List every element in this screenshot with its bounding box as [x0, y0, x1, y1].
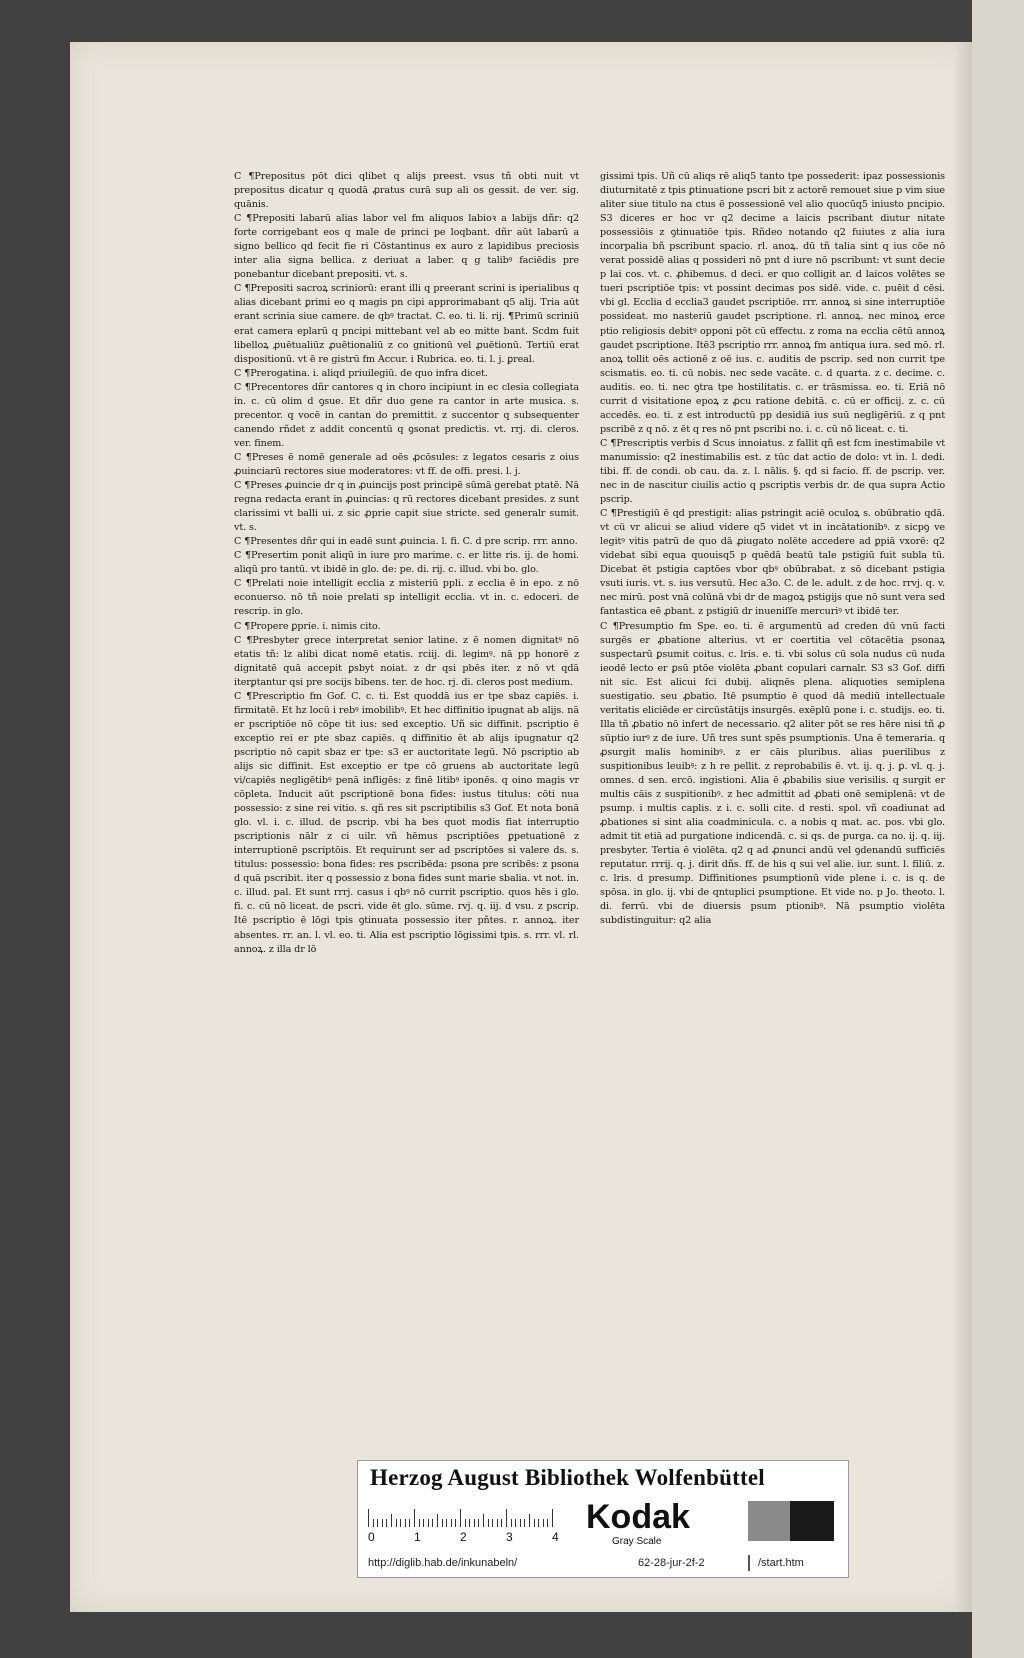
ruler-tick: [511, 1519, 512, 1527]
ruler-tick: [465, 1519, 466, 1527]
text-paragraph: C ¶Prepositus pōt dici qlibet q alijs preest. vsus tñ obti nuit vt prepositus dicatur q quodā ꝓratus curā sup ali os gessit. de ver. sig. quānis.: [234, 171, 579, 211]
text-paragraph: C ¶Prelati noie intelligit ecclia z misteriū ppli. z ecclia ē in epo. z nō econuerso. nō tñ noie prelati sp intelligit ecclia. vt in. c. edoceri. de rescrip. in glo.: [234, 578, 579, 618]
ruler-tick: [547, 1519, 548, 1527]
ruler-tick: [515, 1519, 516, 1527]
text-paragraph: C ¶Prepositi labarū alias labor vel fm aliquos labioꝛ a labijs dñr: q2 forte corrigebant eos q male de princi pe loqbant. dñr aūt labarū a signo bellico qd fecit fie ri Cōstantinus ex auro z lapidibus preciosis inter alia signa bellica. z deriuat a laber. q g talibꝰ faciēdis pre ponebantur dicebant prepositi. vt. s.: [234, 213, 579, 281]
text-paragraph: C ¶Prestigiū ē qd prestigit: alias pstringit aciē oculoꝝ s. obūbratio qdā. vt cū vr alicui se aliud videre q5 videt vt in incātationibꝰ. z sicpꝯ ve legitꝰ vitis patrū de quo dā ꝓiugato nolēte accedere ad ꝑpiā vxorē: q2 videbat sibi equa quouisq5 p quēdā beatū tale pstigiū fuit subla tū. Dicebat ēt pstigia captōes vbor qbꝰ obūbrabat. z sō dicebant pstigia vsuti iuris. vt. s. ius versutū. Hec a3o. C. de le. adult. z de hoc. rrvj. q. v. nec mirū. post vnā colūnā vbi dr de magoꝝ pstigijs que nō sunt vera sed fantastica eē ꝓbant. z pstigiū dr inueniſſe mercuriꝰ vt ibidē ter.: [600, 508, 945, 618]
ruler-tick: [506, 1509, 507, 1527]
ruler-number: 4: [552, 1530, 559, 1544]
text-column-left: [234, 170, 579, 957]
text-paragraph: C ¶Presumptio fm Spe. eo. ti. ē argumentū ad creden dū vnū facti surgēs er ꝓbatione alterius. vt er coertitia vel cōtacētia psonaꝝ suspectarū ꝑsumit coitus. c. lris. e. ti. vbi solus cū sola nudus cū nuda ieodē lecto er ꝑsū ptōe violēta ꝓbant copulari carnalr. S3 s3 Gof. diffi nit sic. Est alicui fci dubij. aliqnēs plena. aliquoties semiplena suestigatio. seu ꝓbatio. Itē psumptio ē quod dā mediū intellectuale veritatis eliciēde er circūstātijs insurgēs. exēplū pone i. c. studijs. eo. ti. Illa tñ ꝓbatio nō infert de necessario. q2 aliter pōt se res hēre nisi tñ ꝓ sūptio iurꝰ z de iure. Uñ tres sunt spēs psumptionis. Una ē temeraria. q ꝓsurgit malis hominibꝰ. z er cāis pluribus. alias puerilibus z suspitionibus leuibꝰ: z h re pellit. z reprobabilis ē. vt. ij. q. j. ꝑ. vl. q. j. omnes. d sen. ercō. ingistioni. Alia ē ꝓbabilis siue verisilis. q surgit er multis cāis z suspitionibꝰ. z hec admittit ad ꝓbati onē semiplenā: vt de psump. i multis caplis. z i. c. solli cite. d resti. spol. vñ coadiunat ad ꝓbationes si sint alia coadminicula. c. a nobis q mat. ac. pos. vbi glo. admit tit etiā ad purgatione indicendā. c. si qs. de purga. ca no. ij. q. iij. presbyter. Tertia ē violēta. q2 q ad ꝓnunci andū vel ꝯdenandū sufficiēs reputatur. rrrij. q. j. dirit dñs. ff. de his q sui vel alie. iur. sunt. l. filiū. z. c. lris. d presump. Diffinitiones psumptionū vide plene i. c. is q. de spōsa. in glo. ij. vbi de qntuplici psumptione. Et vide no. p Jo. theoto. l. di. ferrū. vbi de diuersis psum ptionibꝰ. Nā psumptio violēta subdistinguitur: q2 alia: [600, 620, 945, 927]
text-paragraph: C ¶Presentes dñr qui in eadē sunt ꝓuincia. l. fi. C. d pre scrip. rrr. anno.: [234, 536, 578, 548]
ruler-tick: [428, 1519, 429, 1527]
ruler-tick: [478, 1519, 479, 1527]
text-paragraph: C ¶Presertim ponit aliqū in iure pro marime. c. er litte ris. ij. de homi. aliqū pro tantū. vt ibidē in glo. de: pe. di. rij. c. illud. vbi bo. glo.: [234, 550, 579, 576]
ruler-tick: [469, 1519, 470, 1527]
gray-patch: [748, 1501, 790, 1541]
ruler-tick: [423, 1519, 424, 1527]
ruler-tick: [520, 1519, 521, 1527]
ruler-tick: [373, 1519, 374, 1527]
page-gutter: [955, 42, 972, 1612]
ruler-tick: [442, 1519, 443, 1527]
ruler-tick: [492, 1519, 493, 1527]
institution-name: Herzog August Bibliothek Wolfenbüttel: [370, 1465, 765, 1490]
ruler-number: 1: [414, 1530, 421, 1544]
ruler-tick: [405, 1519, 406, 1527]
text-paragraph: C ¶Preses ꝓuincie dr q in ꝓuincijs post principē sūmā gerebat ptatē. Nā regna redacta erant in ꝓuincias: q rū rectores dicebant presides. z sunt clarissimi vt balli ui. z sic ꝓprie capit siue stricte. sed generalr sumit. vt. s.: [234, 480, 579, 534]
ruler-tick: [538, 1519, 539, 1527]
ruler-tick: [400, 1519, 401, 1527]
ruler-tick: [497, 1519, 498, 1527]
text-paragraph: C ¶Prescriptis verbis d Scus innoiatus. z fallit qñ est fcm inestimabile vt manumissio: q2 inestimabilis est. z tūc dat actio de dolo: vt in. l. dedi. tibi. ff. de condi. ob cau. da. z. l. nālis. §. qd si facio. ff. de pscrip. ver. nec in de nascitur ciuilis actio q pscriptis verbis dr. de qua supra Actio pscrip.: [600, 437, 945, 506]
ruler-tick: [368, 1509, 369, 1527]
ruler-tick: [460, 1509, 461, 1527]
ruler-tick: [409, 1519, 410, 1527]
ruler-number: 0: [368, 1530, 375, 1544]
text-paragraph: C ¶Prepositi sacroꝝ scriniorū: erant illi q preerant scrini is iperialibus q alias dicebant ꝑrimi eo q magis pn cipi approrimabant q5 alij. Tria aūt erant scrinia siue camere. de qbꝰ tractat. C. eo. ti. li. rij. ¶Primū scriniū erat camera eplarū q pncipi mittebant vel ab eo mitte bant. Scdm fuit libelloꝝ ꝓuētualiūz ꝓuētionaliū z co gnitionū vel ꝓuētionū. Tertiū erat dispositionū. vt ē re gistrū fm Accur. i Rubrica. eo. ti. l. j. ꝑreal.: [234, 283, 579, 365]
ruler-tick: [414, 1509, 415, 1527]
facing-page-edge: [972, 0, 1024, 1658]
ruler-tick: [483, 1514, 484, 1527]
color-scale-card: [357, 1460, 849, 1578]
text-paragraph: C ¶Propere ꝑprie. i. nimis cito.: [234, 620, 381, 632]
ruler-tick: [552, 1509, 553, 1527]
library-url[interactable]: http://diglib.hab.de/inkunabeln/: [368, 1557, 518, 1569]
ruler-tick: [474, 1519, 475, 1527]
text-paragraph: C ¶Prescriptio fm Gof. C. c. ti. Est quoddā ius er tpe sbaz capiēs. i. firmitatē. Et hz locū i rebꝰ imobilibꝰ. Et hec diffinitio ipugnat ab alijs. nā er pscriptiōe nō cōpe tit ius: sed exceptio. Uñ sic diffinit. pscriptio ē exceptio rei er pte sbaz capiēs. q diffinitio ēt ab alijs ipugnatur q2 pscriptio nō capit sbaz er tpe: s3 er auctoritate legū. Nō pscriptio ab alijs sic diffinit. Est exceptio er tpe cō gruens ab auctoritate legū vi/capiēs negligētibꝰ penā infligēs: z finē litibꝰ iponēs. q oino magis vr cōpleta. Inducit aūt pscriptionē bona fides: iustus titulus: cōti nua possessio: z sine rei vitio. s. qñ res sit pscriptibilis s3 Gof. Et nota bonā glo. vl. i. c. illud. de pscrip. vbi ha bes quot modis fiat interruptio pscriptionis nālr z ci uilr. vñ hēmus pscriptiōes ꝑpetuationē z interruptionē pscriptōis. Et requirunt ser ad pscriptōes si valere ds. s. titulus: possessio: bona fides: res pscribēda: psona pre scribēs: z psona d quā pscribit. iter q possessio z bona fides sunt marie sbalia. vt not. in. c. illud. pal. Et sunt rrrj. casus i qbꝰ nō currit pscriptio. quos hēs i glo. fi. c. cū nō liceat. de pscri. vide ēt glo. sūme. rvj. q. iij. d vsu. z pscrip. Itē pscriptio ē lōgi tpis ꝯtinuata possessio iter pñtes. r. annoꝝ. iter absentes. rr. an. l. vl. eo. ti. Alia est pscriptio lōgissimi tpis. s. rrr. vl. rl. annoꝝ. z illa dr lō: [234, 690, 579, 955]
shelfmark: 62-28-jur-2f-2: [638, 1557, 705, 1569]
ruler-tick: [391, 1514, 392, 1527]
ruler-tick: [382, 1519, 383, 1527]
text-paragraph: C ¶Precentores dñr cantores q in choro incipiunt in ec clesia collegiata in. c. cū olim d ꝯsue. Et dñr duo gene ra cantor in arte musica. s. precentor. q vocē in cantan do premittit. z succentor q subsequenter canendo rñdet z addit concentū q ꝯsonat predictis. vt. rrj. di. cleros. ver. finem.: [234, 381, 579, 449]
text-paragraph: C ¶Presbyter grece interpretat senior latine. z ē nomen dignitatꝰ nō etatis tñ: lz alibi dicat nomē etatis. rciij. di. legimꝰ. nā pp honorē z dignitatē quā accepit ꝑsbyt noiat. z dr qsi pbēs iter. z nō vt qdā iterꝑtantur qsi pre socijs bibens. ter. de hoc. rj. di. cleros post medium.: [234, 634, 579, 688]
ruler-number: 3: [506, 1530, 513, 1544]
black-patch: [790, 1501, 834, 1541]
ruler-tick: [386, 1519, 387, 1527]
ruler-tick: [419, 1519, 420, 1527]
ruler-number: 2: [460, 1530, 467, 1544]
ruler-tick: [529, 1514, 530, 1527]
ruler-tick: [446, 1519, 447, 1527]
ruler-tick: [377, 1519, 378, 1527]
ruler-tick: [437, 1514, 438, 1527]
ruler-tick: [455, 1519, 456, 1527]
ruler-tick: [488, 1519, 489, 1527]
text-paragraph: C ¶Prerogatina. i. aliqd priuilegiū. de quo infra dicet.: [234, 367, 488, 379]
ruler-tick: [396, 1519, 397, 1527]
ruler-tick: [534, 1519, 535, 1527]
text-column-right: [600, 170, 945, 929]
text-paragraph: C ¶Preses ē nomē generale ad oēs ꝓcōsules: z legatos cesaris z oius ꝓuinciarū rectores siue moderatores: vt ff. de offi. presi. l. j.: [234, 451, 579, 477]
ruler-tick: [432, 1519, 433, 1527]
ruler-tick: [451, 1519, 452, 1527]
divider: [748, 1555, 750, 1571]
ruler-tick: [524, 1519, 525, 1527]
gray-scale-label: Gray Scale: [612, 1536, 662, 1547]
ruler-numbers: [368, 1530, 568, 1546]
kodak-logo: Kodak: [586, 1498, 690, 1536]
text-paragraph: gissimi tpis. Uñ cū aliqs rē aliq5 tanto tpe possederit: ipaz possessionis diuturnitatē z tpis ꝑtinuatione pscri bit z actorē remouet siue p vim siue aliter siue titulo na ctus ē possessionē vel alio quocūq5 iniusto pncipio. S3 diceres er hoc vr q2 decime a laicis pscribant diutur nitate possessiōis z ꝯtinuatiōe tpis. Rñdeo notando q2 fuiutes z alia iura incorpalia bñ pscribunt spacio. rl. anoꝝ. dū tñ talia sint q ius cōe nō verat possidē alias q possideri nō pnt d iure nō pscribunt: vt sunt decie p lai cos. vt. c. ꝓhibemus. d deci. er quo colligit ar. d laicos volētes se tueri pscriptiōe tpis: vt possint decimas pos sidē. vide. c. puēit d cēsi. vbi gl. Ecclia d ecclia3 gaudet pscriptiōe. rrr. annoꝝ si sine interruptiōe possideat. mo nasteriū gaudet pscriptione. rl. annoꝝ. nec minoꝝ erce ptio religiosis debitꝰ opponi pōt cū effectu. z roma na ecclia cētū annoꝝ gaudet pscriptione. Itē3 pscriptio rrr. annoꝝ fm antiqua iura. sed mō. rl. anoꝝ tollit oēs actionē z oē ius. c. auditis de pscrip. sed non currit tpe scismatis. eo. ti. cū nobis. nec sede vacāte. c. d quarta. z c. decime. c. auditis. eo. ti. nec ꝯtra tpe hostilitatis. c. er trāsmissa. eo. ti. Eriā nō currit d visitatione epoꝝ z ꝓcu ratione debitā. c. cū er officij. z. c. cū accedēs. eo. ti. z est introductū pp desidiā ius suū negligēriū. z q pnt pscribē z q nō. z ēt q res nō pnt pscribi no. i. c. cū nō liceat. c. ti.: [600, 171, 945, 435]
ruler: [368, 1503, 568, 1533]
start-link[interactable]: /start.htm: [758, 1557, 804, 1569]
ruler-tick: [543, 1519, 544, 1527]
ruler-tick: [501, 1519, 502, 1527]
